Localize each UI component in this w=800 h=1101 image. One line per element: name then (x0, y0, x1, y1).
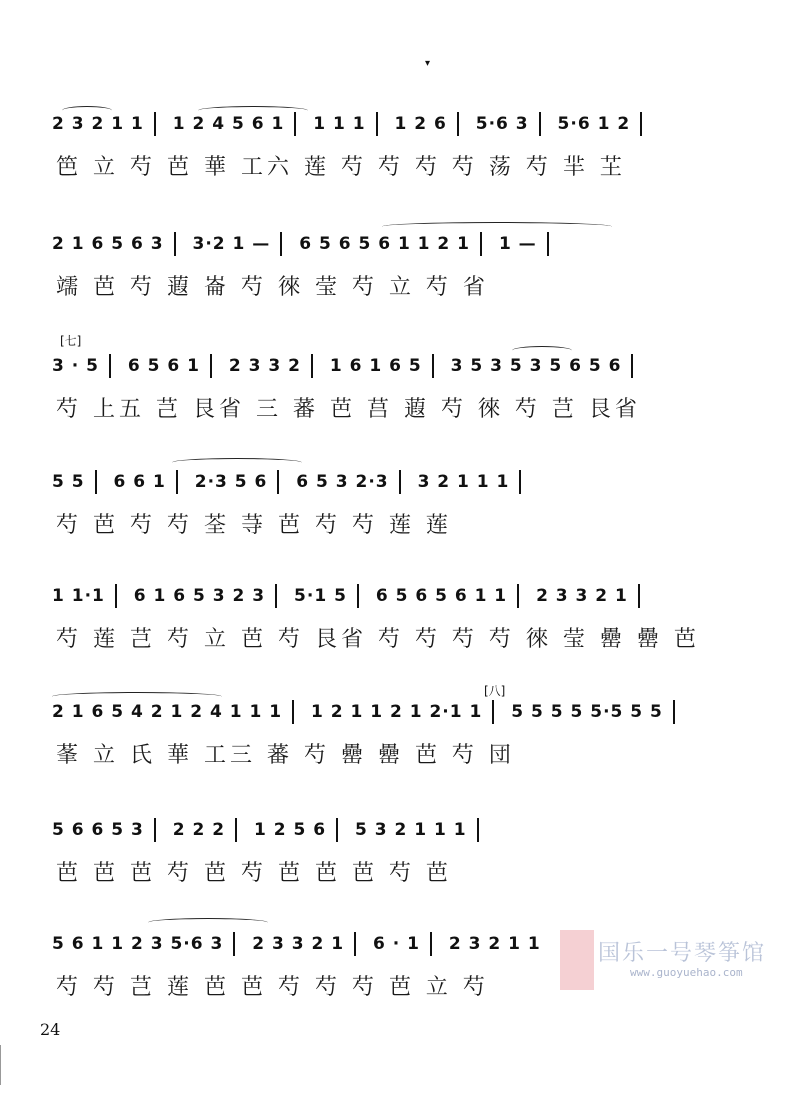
barline (399, 470, 401, 494)
measure: 6 5 3 2·3 (296, 472, 389, 492)
barline (176, 470, 178, 494)
measure: 1 2 1 1 2 1 2·1 1 (310, 702, 483, 722)
barline (547, 232, 549, 256)
barline (233, 932, 235, 956)
measure: 1 1 1 (313, 114, 366, 134)
barline (275, 584, 277, 608)
measure: 6 5 6 1 (127, 356, 200, 376)
jianzi-line: 芍 莲 芑 芍 立 芭 芍 艮省 芍 芍 芍 芍 徠 莹 罍 罍 芭 (56, 627, 700, 652)
barline (95, 470, 97, 494)
jianzi-line: 芍 上五 芑 艮省 三 蕃 芭 莒 蕸 芍 徠 芍 芑 艮省 (56, 397, 641, 422)
watermark-stamp (560, 930, 594, 990)
measure: 5·6 3 (475, 114, 529, 134)
slur (172, 458, 302, 467)
measure: 2 1 6 5 4 2 1 2 4 1 1 1 (52, 702, 283, 722)
measure: 2 3 2 1 1 (52, 114, 144, 134)
slur (62, 106, 112, 115)
barline (174, 232, 176, 256)
jianzi-line: 芭 芭 芭 芍 芭 芍 芭 芭 芭 芍 芭 (56, 861, 452, 886)
measure: 1 2 4 5 6 1 (172, 114, 285, 134)
barline (480, 232, 482, 256)
measure: 3 5 3 5 3 5 6 5 6 (450, 356, 622, 376)
measure: 5 6 6 5 3 (52, 820, 144, 840)
jianpu-line (52, 232, 702, 262)
slur (52, 692, 222, 701)
jianpu-line (52, 700, 702, 730)
section-label-7: [七] (60, 334, 82, 348)
barline (154, 112, 156, 136)
measure: 3 2 1 1 1 (417, 472, 510, 492)
barline (357, 584, 359, 608)
score-system-1 (52, 112, 702, 222)
jianpu-line (52, 584, 702, 614)
barline (154, 818, 156, 842)
jianzi-line: 莑 ⽴ ⽒ 華 ⼯三 蕃 芍 罍 罍 芭 芍 団 (56, 743, 515, 768)
measure: 1 — (498, 234, 537, 254)
watermark-url: www.guoyuehao.com (630, 966, 743, 979)
jianzi-line: 䇕 芭 芍 蕸 崙 芍 徠 莹 芍 立 芍 省 (56, 275, 489, 300)
watermark-text: 国乐一号琴筝馆 (598, 941, 767, 966)
measure: 2 3 3 2 (228, 356, 301, 376)
score-system-3 (52, 354, 702, 464)
barline (294, 112, 296, 136)
jianzi-line: 笆 立 芍 芭 華 ⼯六 莲 芍 芍 芍 芍 荡 芍 羋 芏 (56, 155, 626, 180)
barline (519, 470, 521, 494)
measure: 6 5 6 5 6 1 1 (375, 586, 508, 606)
measure: 5·1 5 (294, 586, 347, 606)
barline (376, 112, 378, 136)
slur (148, 918, 268, 927)
barline (277, 470, 279, 494)
measure: 1 2 6 (394, 114, 447, 134)
barline (280, 232, 282, 256)
jianzi-line: 芍 芭 芍 芍 荃 䒭 芭 芍 芍 莲 莲 (56, 513, 452, 538)
barline (430, 932, 432, 956)
slur (512, 346, 572, 355)
measure: 6 5 6 5 6 1 1 2 1 (299, 234, 471, 254)
jianzi-line: 芍 芍 芑 莲 芭 芭 芍 芍 芍 芭 立 芍 (56, 975, 489, 1000)
measure: 2 3 3 2 1 (536, 586, 628, 606)
measure: 1 6 1 6 5 (329, 356, 422, 376)
measure: 5·6 1 2 (557, 114, 631, 134)
score-system-5 (52, 584, 702, 694)
measure: 6 1 6 5 3 2 3 (133, 586, 266, 606)
measure: 3·2 1 — (192, 234, 271, 254)
barline (235, 818, 237, 842)
measure: 6 · 1 (373, 934, 420, 954)
measure: 1 1·1 (52, 586, 105, 606)
barline (109, 354, 111, 378)
measure: 2 3 2 1 1 (448, 934, 541, 954)
measure: 5 5 5 5 5·5 5 5 (511, 702, 663, 722)
barline (673, 700, 675, 724)
barline (517, 584, 519, 608)
score-system-4 (52, 470, 702, 580)
watermark (560, 930, 790, 990)
score-system-2 (52, 232, 702, 342)
barline (631, 354, 633, 378)
measure: 5 5 (52, 472, 85, 492)
jianpu-line (52, 818, 702, 848)
barline (432, 354, 434, 378)
barline (210, 354, 212, 378)
barline (457, 112, 459, 136)
measure: 2 2 2 (172, 820, 226, 840)
measure: 6 6 1 (113, 472, 166, 492)
barline (640, 112, 642, 136)
barline (292, 700, 294, 724)
measure: 5 3 2 1 1 1 (355, 820, 467, 840)
barline (354, 932, 356, 956)
barline (539, 112, 541, 136)
barline (492, 700, 494, 724)
measure: 3 · 5 (52, 356, 99, 376)
barline (477, 818, 479, 842)
slur (198, 106, 308, 115)
measure: 1 2 5 6 (254, 820, 327, 840)
top-mark: ▾ (425, 58, 431, 69)
slur (382, 222, 612, 231)
barline (336, 818, 338, 842)
jianpu-line (52, 354, 702, 384)
section-label-8: [八] (484, 684, 506, 698)
score-system-7 (52, 818, 702, 928)
barline (638, 584, 640, 608)
measure: 2 3 3 2 1 (252, 934, 345, 954)
score-system-6 (52, 700, 702, 810)
jianpu-line (52, 112, 702, 142)
barline (311, 354, 313, 378)
jianpu-line (52, 470, 702, 500)
measure: 2 1 6 5 6 3 (52, 234, 164, 254)
measure: 5 6 1 1 2 3 5·6 3 (52, 934, 224, 954)
barline (115, 584, 117, 608)
margin-tick (0, 1045, 1, 1085)
page-number: 24 (40, 1020, 61, 1039)
measure: 2·3 5 6 (194, 472, 268, 492)
